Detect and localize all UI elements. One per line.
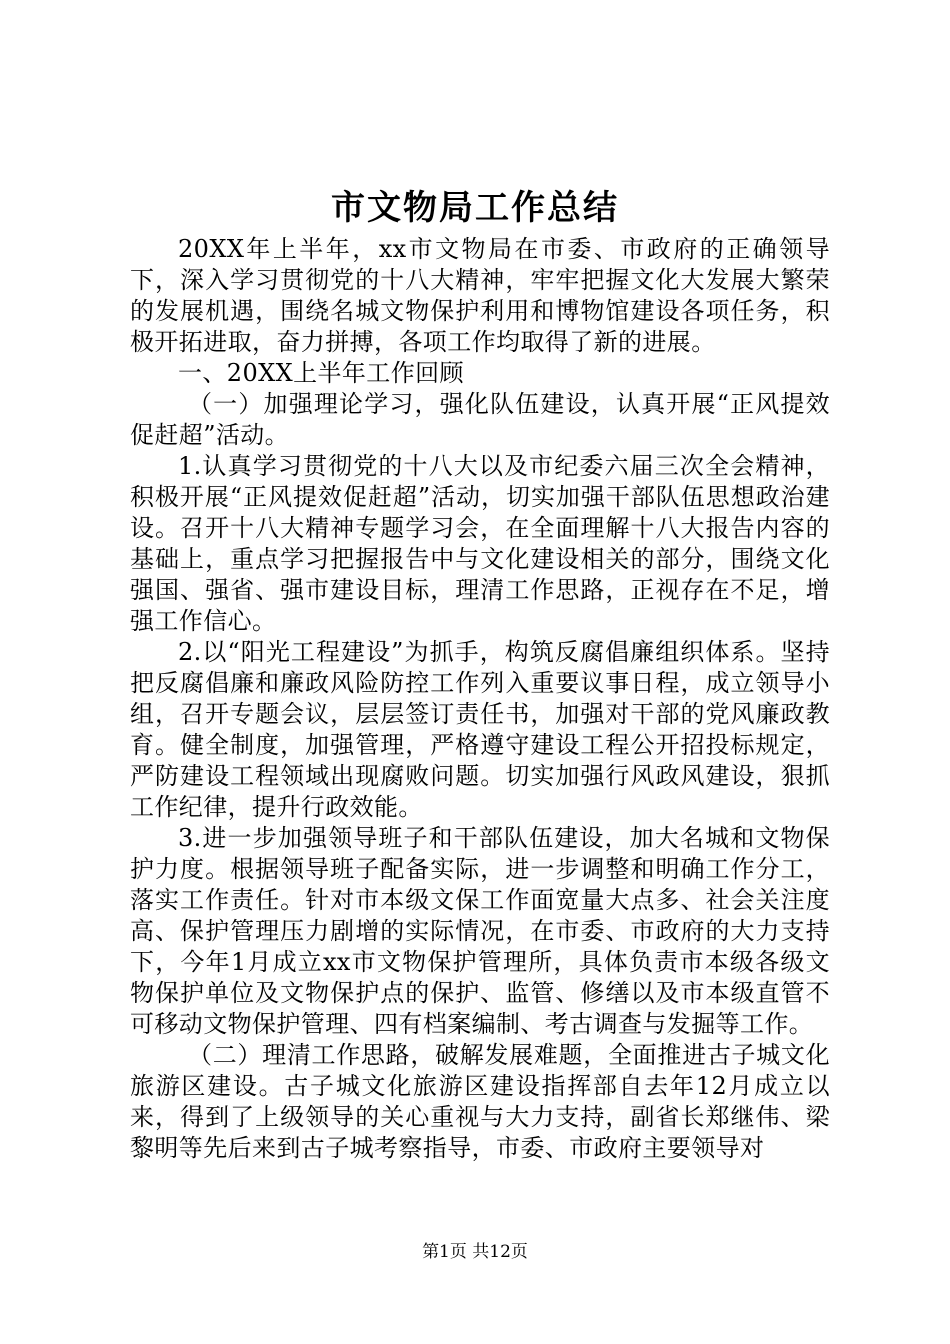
page-footer: 第1页 共12页 <box>422 1242 528 1262</box>
subsection-paragraph-2: （二）理清工作思路，破解发展难题，全面推进古子城文化旅游区建设。古子城文化旅游区建设指挥部自去年12月成立以来，得到了上级领导的关心重视与大力支持，副省长郑继伟、梁黎明等先后来到古子城考察指导，市委、市政府主要领导对 <box>130 1041 830 1162</box>
section-heading-review: 一、20XX上半年工作回顾 <box>178 359 464 387</box>
document-body <box>130 234 830 1164</box>
document-title: 市文物局工作总结 <box>331 188 619 228</box>
paragraph-intro: 20XX年上半年，xx市文物局在市委、市政府的正确领导下，深入学习贯彻党的十八大精神，牢牢把握文化大发展大繁荣的发展机遇，围绕名城文物保护利用和博物馆建设各项任务，积极开拓进取，奋力拼搏，各项工作均取得了新的进展。 <box>130 235 830 356</box>
paragraph-item-2: 2.以“阳光工程建设”为抓手，构筑反腐倡廉组织体系。坚持把反腐倡廉和廉政风险防控工作列入重要议事日程，成立领导小组，召开专题会议，层层签订责任书，加强对干部的党风廉政教育。健全制度，加强管理，严格遵守建设工程公开招投标规定，严防建设工程领域出现腐败问题。切实加强行风政风建设，狠抓工作纪律，提升行政效能。 <box>130 638 830 821</box>
paragraph-item-1: 1.认真学习贯彻党的十八大以及市纪委六届三次全会精神，积极开展“正风提效促赶超”活动，切实加强干部队伍思想政治建设。召开十八大精神专题学习会，在全面理解十八大报告内容的基础上，重点学习把握报告中与文化建设相关的部分，围绕文化强国、强省、强市建设目标，理清工作思路，正视存在不足，增强工作信心。 <box>130 452 830 635</box>
subsection-heading-1: （一）加强理论学习，强化队伍建设，认真开展“正风提效促赶超”活动。 <box>130 390 830 449</box>
paragraph-item-3: 3.进一步加强领导班子和干部队伍建设，加大名城和文物保护力度。根据领导班子配备实际，进一步调整和明确工作分工，落实工作责任。针对市本级文保工作面宽量大点多、社会关注度高、保护管理压力剧增的实际情况，在市委、市政府的大力支持下，今年1月成立xx市文物保护管理所，具体负责市本级各级文物保护单位及文物保护点的保护、监管、修缮以及市本级直管不可移动文物保护管理、四有档案编制、考古调查与发掘等工作。 <box>130 824 830 1038</box>
